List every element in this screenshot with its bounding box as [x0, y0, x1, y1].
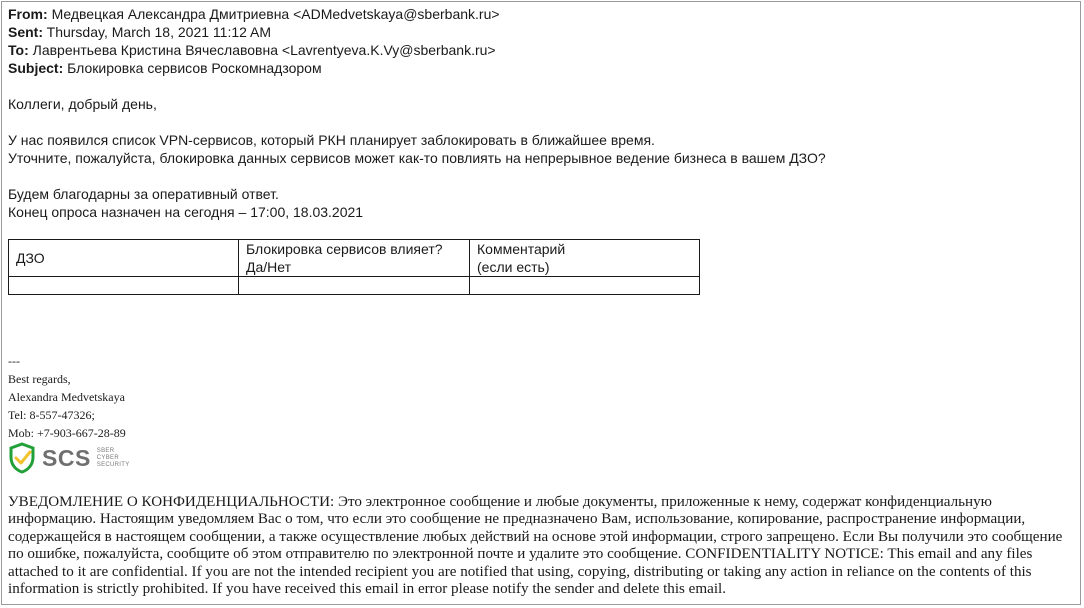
- comment-line-1: Комментарий: [477, 241, 566, 257]
- subject-line: [8, 59, 500, 77]
- impact-line-2: Да/Нет: [246, 259, 292, 275]
- subject-label: Subject:: [8, 60, 64, 76]
- signature: [8, 352, 126, 442]
- comment-line-2: (если есть): [477, 259, 550, 275]
- signature-mob: Mob: +7-903-667-28-89: [8, 426, 126, 440]
- body-paragraph-2: [8, 185, 363, 221]
- table-header-dzo: ДЗО: [9, 240, 239, 277]
- email-document: [1, 1, 1081, 605]
- shield-icon: [8, 442, 36, 474]
- logo-subtitle: [97, 448, 130, 469]
- body-line-1: У нас появился список VPN-сервисов, который РКН планирует заблокировать в ближайшее время.: [8, 132, 655, 148]
- table-cell-dzo: [9, 277, 239, 295]
- to-line: [8, 41, 500, 59]
- table-row: [9, 277, 700, 295]
- logo-text: SCS: [42, 444, 91, 471]
- subject-value: Блокировка сервисов Роскомнадзором: [67, 60, 322, 76]
- to-label: To:: [8, 42, 29, 58]
- survey-table: [8, 239, 700, 295]
- body-line-2: Уточните, пожалуйста, блокировка данных сервисов может как-то повлиять на непрерывное ведение бизнеса в вашем ДЗО?: [8, 150, 826, 166]
- scs-logo: [8, 442, 130, 474]
- from-line: [8, 5, 500, 23]
- signature-dashes: ---: [8, 354, 20, 368]
- table-header-comment: [470, 240, 700, 277]
- table-header-impact: [239, 240, 470, 277]
- body-line-3: Будем благодарны за оперативный ответ.: [8, 186, 279, 202]
- sent-value: Thursday, March 18, 2021 11:12 AM: [46, 24, 272, 40]
- table-header-row: [9, 240, 700, 277]
- impact-line-1: Блокировка сервисов влияет?: [246, 241, 443, 257]
- table-cell-comment: [470, 277, 700, 295]
- sent-line: [8, 23, 500, 41]
- logo-sub-2: CYBER: [96, 454, 119, 461]
- email-header: [8, 5, 500, 77]
- body-paragraph-1: [8, 131, 826, 167]
- greeting: Коллеги, добрый день,: [8, 96, 157, 112]
- signature-name: Alexandra Medvetskaya: [8, 390, 125, 404]
- sent-label: Sent:: [8, 24, 43, 40]
- logo-sub-3: SECURITY: [96, 461, 130, 468]
- body-line-4: Конец опроса назначен на сегодня – 17:00, 18.03.2021: [8, 204, 364, 220]
- signature-tel: Tel: 8-557-47326;: [8, 408, 95, 422]
- confidentiality-notice: УВЕДОМЛЕНИЕ О КОНФИДЕНЦИАЛЬНОСТИ: Это электронное сообщение и любые документы, приложенные к нему, содержат конфиденциальную информацию. Настоящим уведомляем Вас о том, что если это сообщение не предназначено Вам, использование, копирование, распространение информации, содержащейся в настоящем сообщении, а также осуществление любых действий на основе этой информации, строго запрещено. Если Вы получили это сообщение по ошибке, пожалуйста, сообщите об этом отправителю по электронной почте и удалите это сообщение. CONFIDENTIALITY NOTICE: This email and any files attached to it are confidential. If you are not the intended recipient you are notified that using, copying, distributing or taking any action in reliance on the contents of this information is strictly prohibited. If you have received this email in error please notify the sender and delete this email.: [8, 494, 1063, 598]
- from-label: From:: [8, 6, 48, 22]
- to-value[interactable]: Лаврентьева Кристина Вячеславовна <Lavrentyeva.K.Vy@sberbank.ru>: [32, 42, 496, 58]
- from-value[interactable]: Медвецкая Александра Дмитриевна <ADMedvetskaya@sberbank.ru>: [51, 6, 500, 22]
- logo-sub-1: SBER: [96, 447, 115, 454]
- signature-regards: Best regards,: [8, 372, 71, 386]
- table-cell-impact: [239, 277, 470, 295]
